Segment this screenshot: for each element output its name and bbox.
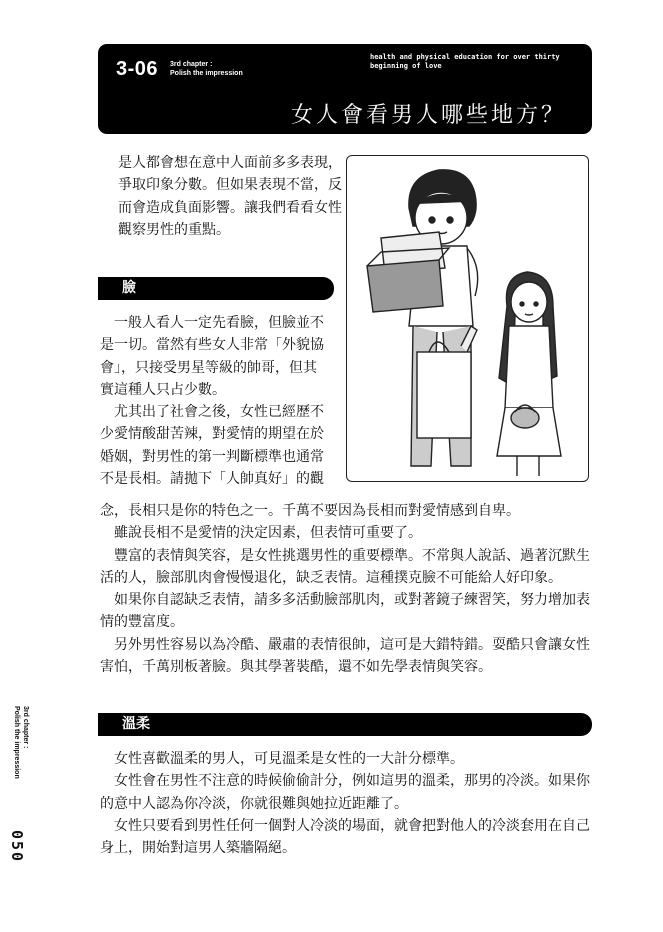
text-line: 尤其出了社會之後，女性已經歷不 [100, 404, 324, 421]
text-line: 會」，只接受男星等級的帥哥，但其 [100, 359, 317, 376]
page-title: 女人會看男人哪些地方？ [290, 103, 566, 128]
english-tagline [370, 53, 560, 71]
text-line: 雖說長相不是愛情的決定因素，但表情可重要了。 [100, 525, 422, 542]
text-line: 不是長相。請拋下「人帥真好」的觀 [100, 471, 324, 488]
text-line: 而會造成負面影響。讓我們看看女性 [118, 199, 342, 216]
text-line: 活的人，臉部肌肉會慢慢退化，缺乏表情。這種撲克臉不可能給人好印象。 [100, 569, 562, 586]
text-line: 是人都會想在意中人面前多多表現， [118, 155, 342, 171]
intro-paragraph [118, 152, 344, 241]
text-line: 身上，開始對這男人築牆隔絕。 [100, 840, 296, 857]
text-line: 如果你自認缺乏表情，請多多活動臉部肌肉，或對著鏡子練習笑，努力增加表 [100, 592, 590, 609]
sidebar-chapter-label [12, 706, 30, 779]
section-heading-label: 溫柔 [122, 716, 150, 732]
text-line: 女性喜歡溫柔的男人，可見溫柔是女性的一大計分標準。 [100, 751, 464, 767]
section-face-wide-text [100, 500, 600, 678]
text-line: 爭取印象分數。但如果表現不當，反 [118, 177, 342, 194]
text-line: 女性會在男性不注意的時候偷偷計分，例如這男的溫柔，那男的冷淡。如果你 [100, 773, 590, 790]
illustration-svg [347, 156, 589, 482]
text-line: 念，長相只是你的特色之一。千萬不要因為長相而對愛情感到自卑。 [100, 503, 520, 519]
text-line: 是一切。當然有些女人非常「外貌協 [100, 337, 324, 354]
manga-couple-illustration [346, 155, 589, 482]
sidebar-line-2: Polish the impression [13, 706, 20, 779]
text-line: 少愛情酸甜苦辣，對愛情的期望在於 [100, 426, 324, 443]
chapter-number: 3-06 [116, 58, 159, 80]
chapter-subtitle: Polish the impression [170, 70, 243, 77]
english-line-2: beginning of love [370, 62, 442, 70]
text-line: 另外男性容易以為冷酷、嚴肅的表情很帥，這可是大錯特錯。耍酷只會讓女性 [100, 636, 590, 653]
section-gentleness-text [100, 748, 600, 859]
text-line: 觀察男性的重點。 [118, 221, 230, 238]
sidebar-line-1: 3rd chapter : [22, 706, 29, 749]
section-heading-gentleness [98, 713, 592, 736]
text-line: 害怕，千萬別板著臉。與其學著裝酷，還不如先學表情與笑容。 [100, 659, 492, 676]
chapter-label-block [170, 60, 243, 78]
section-face-narrow-text [100, 312, 346, 490]
text-line: 情的豐富度。 [100, 614, 184, 631]
page-number: 050 [8, 830, 26, 864]
chapter-header [98, 44, 592, 134]
text-line: 實這種人只占少數。 [100, 381, 226, 398]
text-line: 豐富的表情與笑容，是女性挑選男性的重要標準。不常與人說話、過著沉默生 [100, 547, 590, 564]
text-line: 婚姻，對男性的第一判斷標準也通常 [100, 448, 324, 465]
section-heading-face [98, 277, 334, 300]
english-line-1: health and physical education for over thirty [370, 53, 560, 61]
text-line: 的意中人認為你冷淡，你就很難與她拉近距離了。 [100, 795, 408, 812]
section-heading-label: 臉 [122, 280, 136, 296]
text-line: 女性只要看到男性任何一個對人冷淡的場面，就會把對他人的冷淡套用在自己 [100, 817, 590, 834]
chapter-label: 3rd chapter : [170, 61, 213, 68]
text-line: 一般人看人一定先看臉，但臉並不 [100, 315, 324, 331]
